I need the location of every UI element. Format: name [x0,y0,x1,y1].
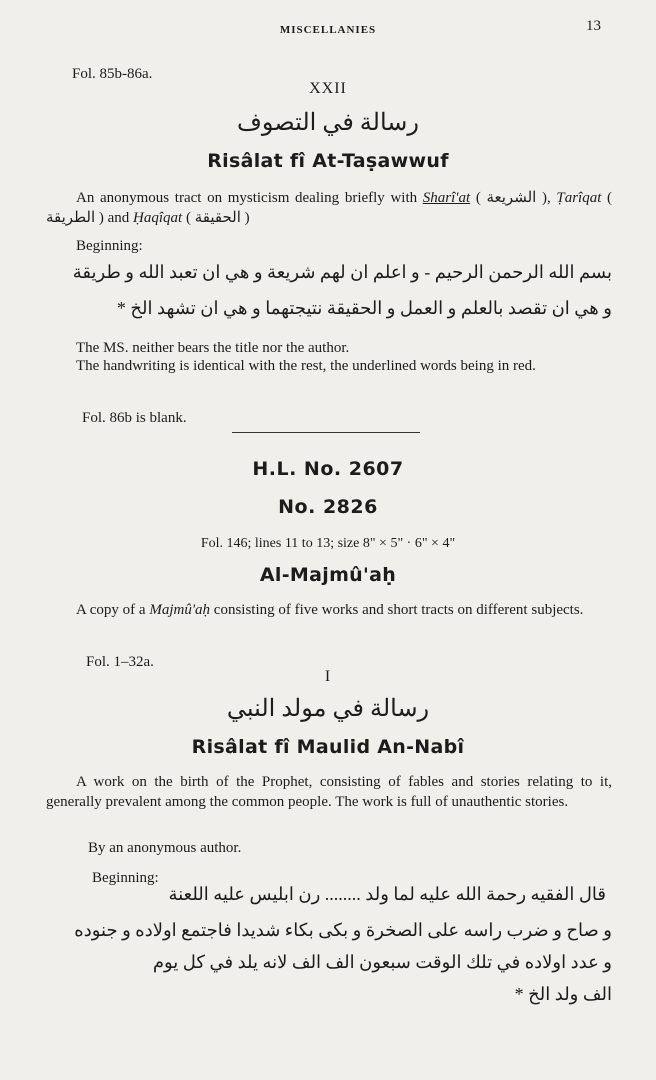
term-tariqat: Ṭarîqat [556,190,602,206]
folio-reference: Fol. 1–32a. [86,654,154,670]
arabic-incipit-line: و هي ان تقصد بالعلم و العمل و الحقيقة نتيجتهما و هي ان تشهد الخ * [116,298,612,318]
term-haqiqat: Ḥaqîqat [133,210,183,226]
physical-details: Fol. 146; lines 11 to 13; size 8" × 5" · 6" × 4" [200,536,456,551]
arabic-term-haqiqat: ( الحقيقة ) [185,210,250,226]
arabic-term-tariqat: ( الطريقة ) [46,190,613,226]
page-number: 13 [586,18,601,34]
arabic-incipit-line: و صاح و ضرب راسه على الصخرة و بكى بكاء شديدا فاجتمع اولاده و جنوده [74,920,612,940]
folio-reference: Fol. 85b-86a. [72,66,153,82]
term-sharia: Sharî'at [422,190,471,206]
section-numeral: XXII [309,80,347,97]
description-text: A copy of a [76,602,146,618]
manuscript-note [46,338,612,358]
description-text: consisting of five works and short tracts on different subjects. [213,602,584,618]
conjunction: and [107,210,130,226]
collection-title: Al-Majmû'aḥ [259,564,397,586]
note-text: The handwriting is identical with the rest, the underlined words being in red. [76,358,536,374]
section-divider [232,432,420,433]
arabic-incipit-line: بسم الله الرحمن الرحيم - و اعلم ان لهم شريعة و هي ان تعبد الله و طريقة [72,262,612,282]
author-note: By an anonymous author. [88,840,242,856]
work-description [46,188,612,228]
description-text: A work on the birth of the Prophet, consisting of fables and stories relating to it, generally prevalent among the common people. The work is full of unauthentic stories. [46,774,612,810]
arabic-title: رسالة في مولد النبي [226,696,430,722]
beginning-label: Beginning: [76,238,143,254]
work-title: Risâlat fî Maulid An-Nabî [191,736,465,758]
arabic-title: رسالة في التصوف [237,110,419,136]
arabic-incipit-line: الف ولد الخ * [514,984,612,1004]
note-text: The MS. neither bears the title nor the author. [76,340,350,356]
arabic-incipit-line: قال الفقيه رحمة الله عليه لما ولد ........ رن ابليس عليه اللعنة [168,884,606,904]
work-title: Risâlat fî At-Taṣawwuf [207,150,449,172]
section-numeral: I [324,668,332,685]
ms-number: No. 2826 [278,496,378,518]
hl-number: H.L. No. 2607 [252,458,404,480]
work-description [46,772,612,812]
running-title: MISCELLANIES [279,24,377,36]
beginning-label: Beginning: [92,870,159,886]
term-majmuah: Majmû'aḥ [149,602,211,618]
arabic-incipit-line: و عدد اولاده في تلك الوقت سبعون الف الف لانه يلد في كل يوم [152,952,612,972]
description-text: An anonymous tract on mysticism dealing briefly with [76,190,418,206]
arabic-term-sharia: ( الشريعة ), [475,190,551,206]
blank-folio-note: Fol. 86b is blank. [82,410,187,426]
manuscript-note [46,356,612,376]
collection-description [46,600,612,620]
